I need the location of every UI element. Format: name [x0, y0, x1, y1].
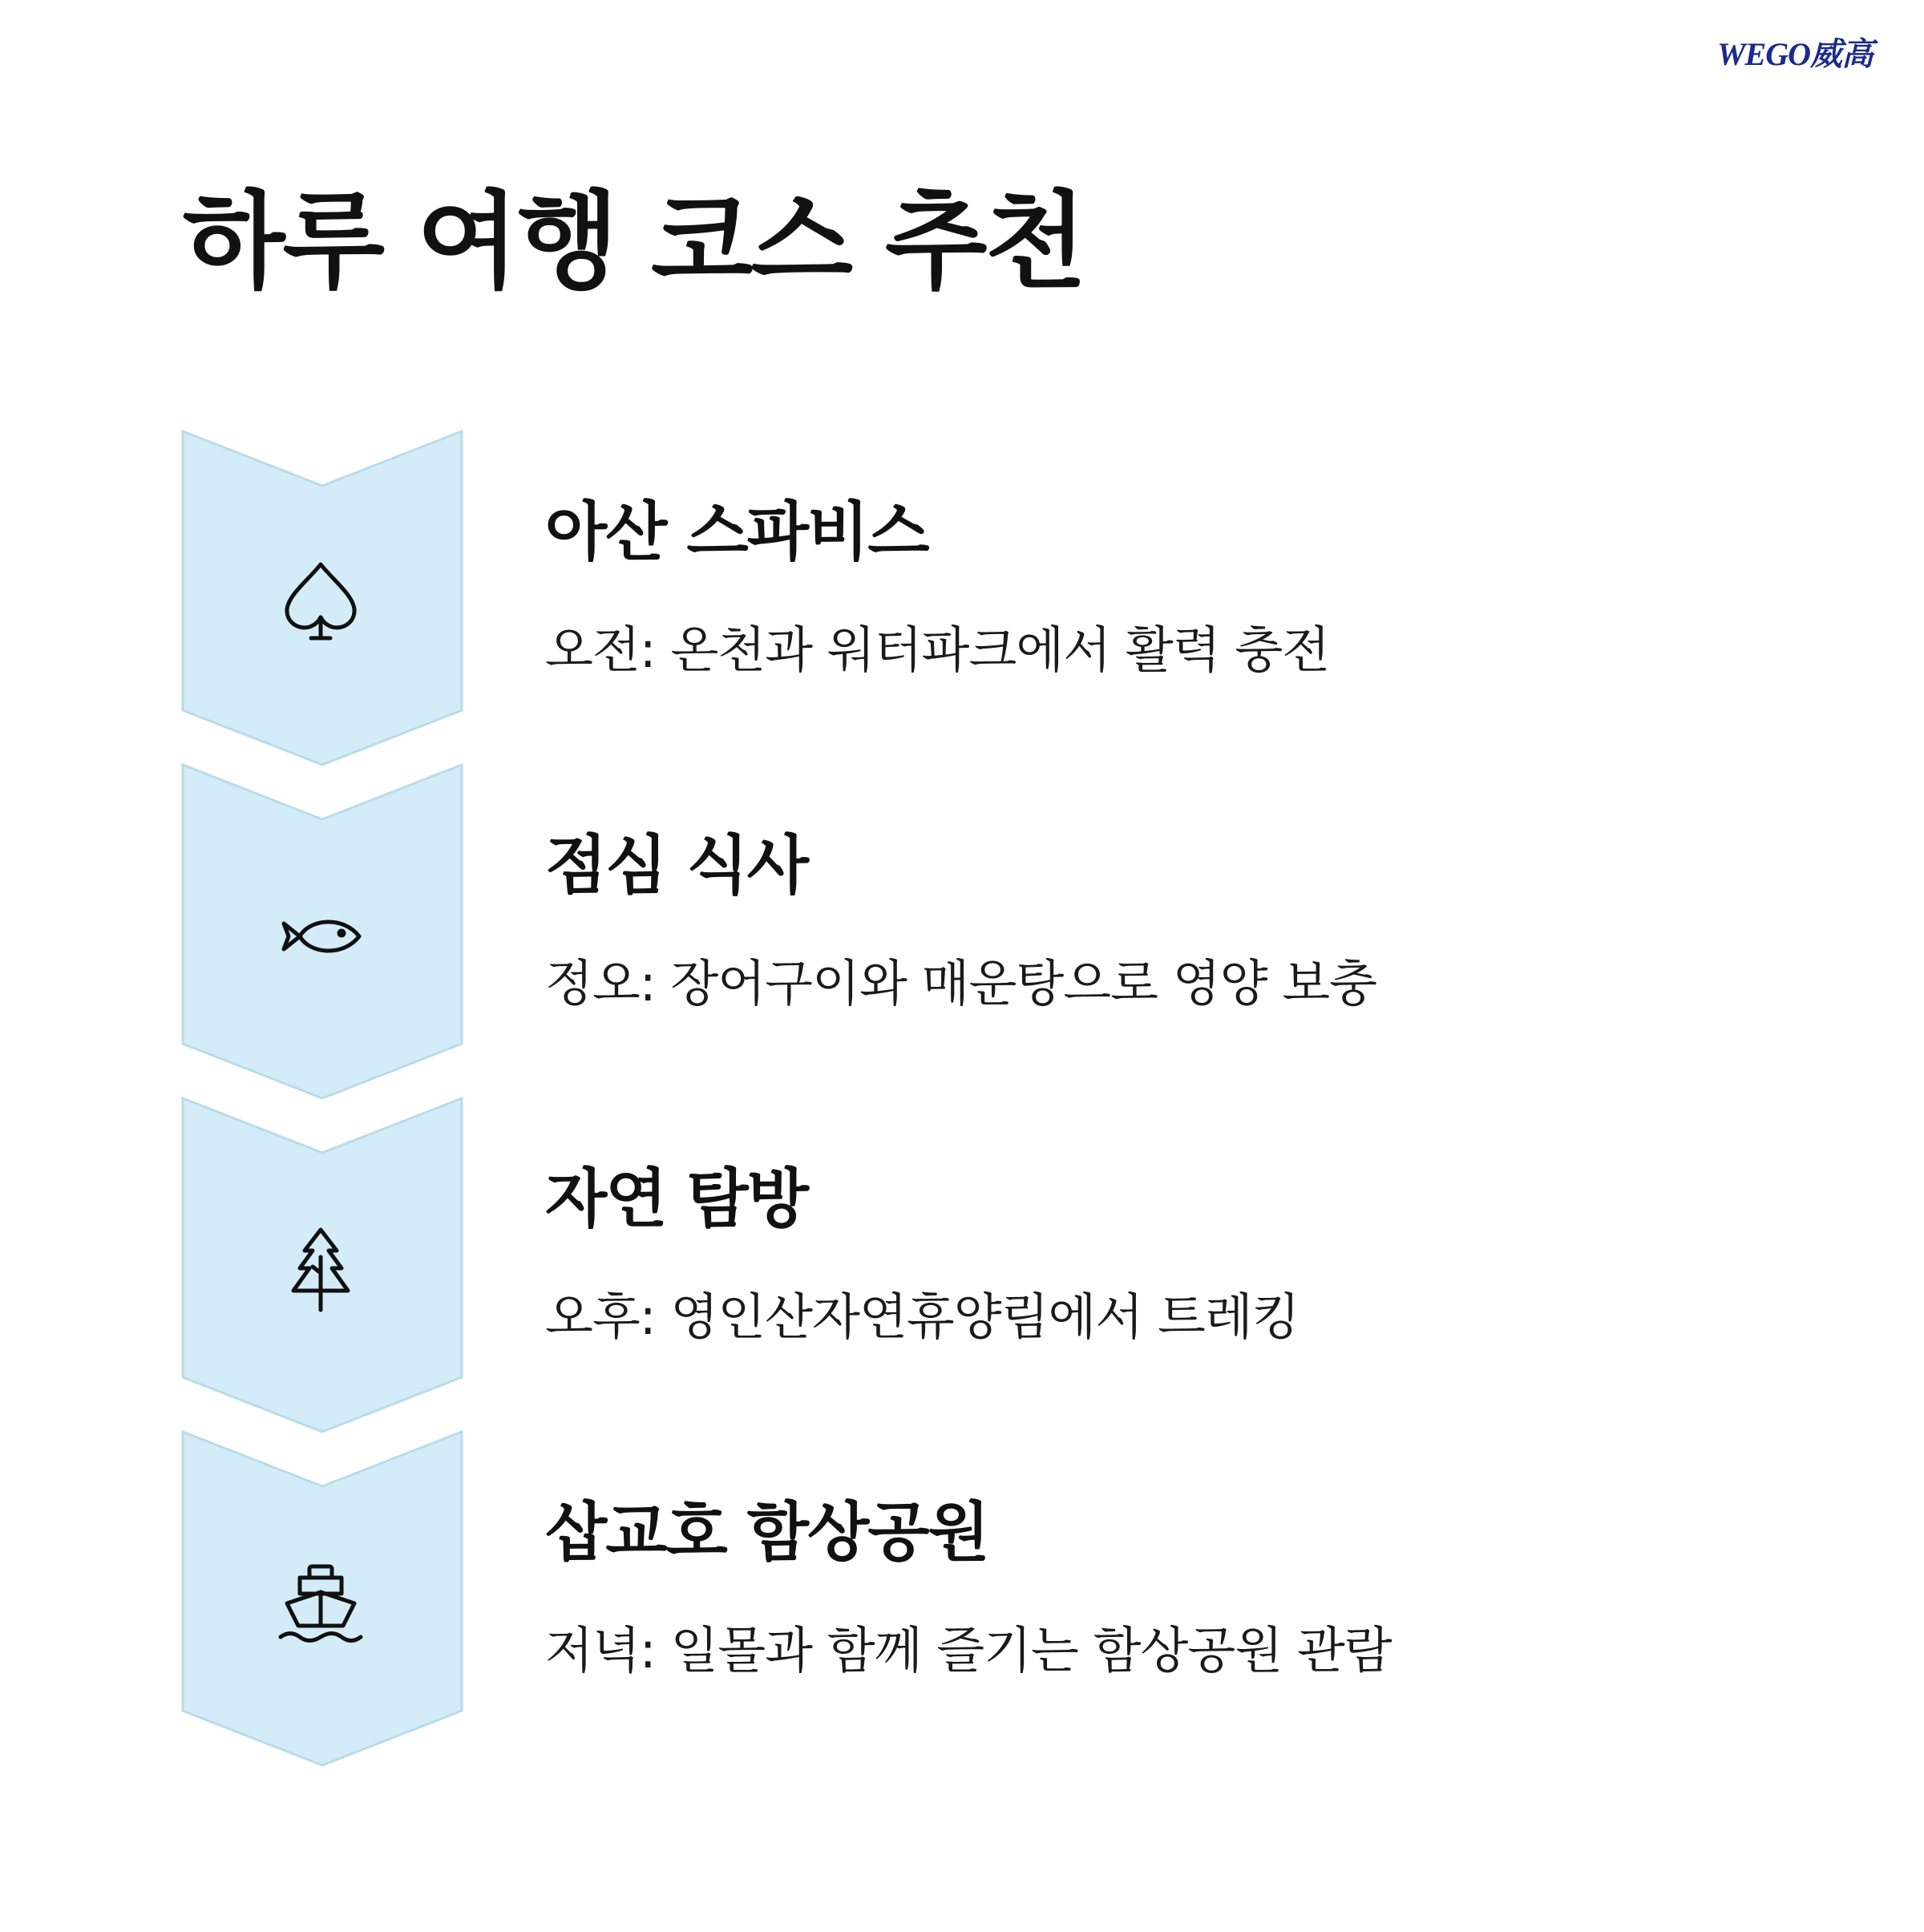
course-step [0, 763, 1924, 1100]
course-step [0, 430, 1924, 766]
course-step [0, 1430, 1924, 1767]
step-description: 정오: 장어구이와 매운탕으로 영양 보충 [545, 954, 1376, 1012]
tree-icon [276, 1225, 366, 1315]
spade-icon [276, 558, 366, 648]
step-title: 삽교호 함상공원 [545, 1495, 988, 1570]
step-title: 점심 식사 [545, 828, 807, 903]
step-description: 오전: 온천과 워터파크에서 활력 충전 [545, 620, 1330, 679]
page-title: 하루 여행 코스 추천 [183, 180, 1085, 304]
step-title: 아산 스파비스 [545, 495, 928, 569]
brand-logo: WEGO威高 [1716, 36, 1873, 72]
course-step [0, 1097, 1924, 1433]
step-title: 자연 탐방 [545, 1162, 807, 1236]
step-description: 저녁: 일몰과 함께 즐기는 함상공원 관람 [545, 1621, 1392, 1679]
step-description: 오후: 영인산자연휴양림에서 트레킹 [545, 1287, 1300, 1346]
fish-icon [276, 891, 366, 981]
ship-icon [276, 1558, 366, 1648]
